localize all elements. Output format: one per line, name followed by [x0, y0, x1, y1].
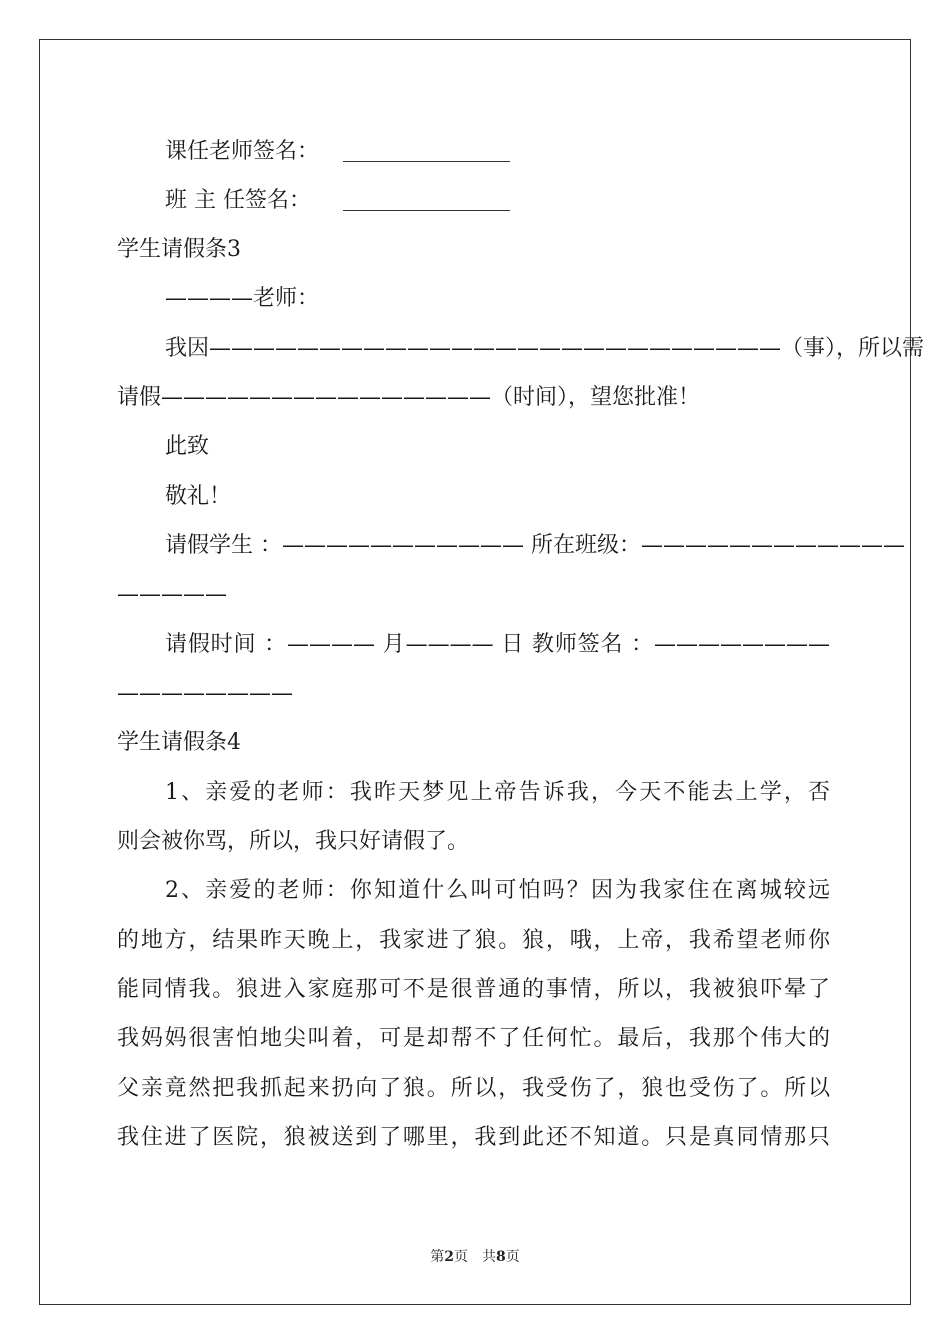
note4-paragraph2-line3: 能同情我。狼进入家庭那可不是很普通的事情，所以，我被狼吓晕了 — [117, 977, 830, 1002]
note4-paragraph1-line2: 则会被你骂，所以，我只好请假了。 — [117, 829, 470, 854]
page-mid: 页 共 — [454, 1249, 496, 1265]
note3-student-line-cont: ————— — [117, 582, 227, 607]
note3-student-line: 请假学生 ：——————————— 所在班级：———————————— — [165, 533, 905, 558]
note3-time-sign-line: 请假时间 ：———— 月———— 日 教师签名 ：———————— — [165, 632, 830, 657]
page-prefix: 第 — [430, 1249, 445, 1265]
page-suffix: 页 — [505, 1249, 520, 1265]
note3-time-sign-line-cont: ———————— — [117, 681, 293, 706]
note3-time-line: 请假———————————————（时间），望您批准！ — [117, 385, 701, 410]
note4-paragraph1-line1: 1、亲爱的老师：我昨天梦见上帝告诉我，今天不能去上学，否 — [165, 780, 830, 805]
teacher-signature-line — [343, 161, 510, 162]
note3-reason-line: 我因——————————————————————————（事），所以需 — [165, 336, 925, 361]
teacher-signature-label: 课任老师签名： — [165, 139, 320, 164]
note3-title: 学生请假条3 — [117, 237, 241, 262]
total-pages-number: 8 — [496, 1249, 506, 1265]
head-teacher-signature-line — [343, 210, 510, 211]
note4-paragraph2-line6: 我住进了医院，狼被送到了哪里，我到此还不知道。只是真同情那只 — [117, 1125, 830, 1150]
note4-paragraph2-line4: 我妈妈很害怕地尖叫着，可是却帮不了任何忙。最后，我那个伟大的 — [117, 1026, 830, 1051]
page-footer — [0, 1248, 950, 1266]
note4-paragraph2-line2: 的地方，结果昨天晚上，我家进了狼。狼，哦，上帝，我希望老师你 — [117, 928, 830, 953]
head-teacher-signature-label: 班 主 任签名： — [165, 188, 311, 213]
note4-paragraph2-line5: 父亲竟然把我抓起来扔向了狼。所以，我受伤了，狼也受伤了。所以 — [117, 1076, 830, 1101]
note4-title: 学生请假条4 — [117, 730, 241, 755]
current-page-number: 2 — [444, 1249, 454, 1265]
page-border — [39, 39, 925, 1305]
note3-greeting: ————老师： — [165, 286, 320, 311]
note3-closing-2: 敬礼！ — [165, 484, 232, 509]
note3-closing-1: 此致 — [165, 434, 210, 459]
note4-paragraph2-line1: 2、亲爱的老师：你知道什么叫可怕吗？因为我家住在离城较远 — [165, 878, 830, 903]
